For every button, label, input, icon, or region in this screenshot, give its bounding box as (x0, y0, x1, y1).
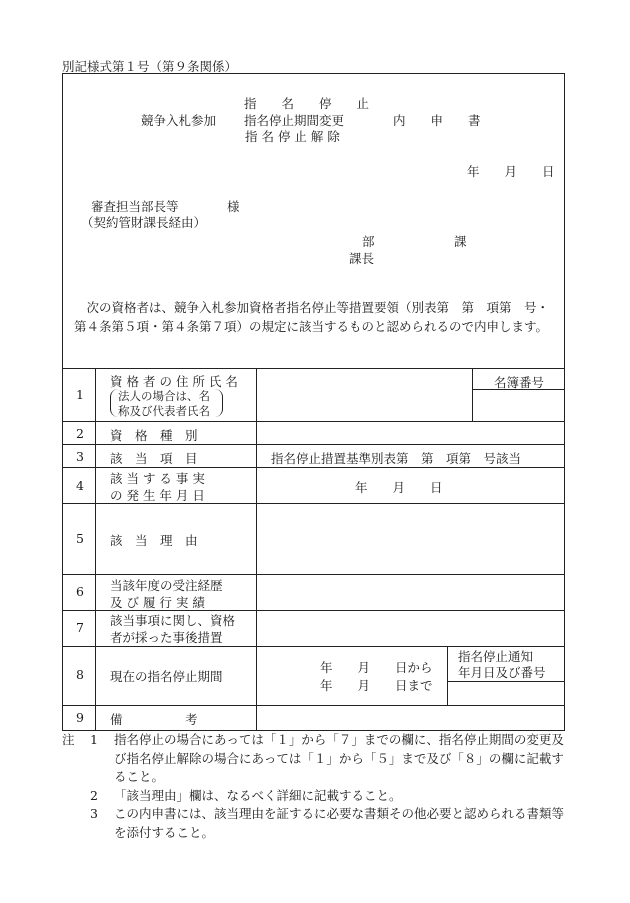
note-text: 「該当理由」欄は、なるべく詳細に記載すること。 (114, 787, 402, 803)
row-number: 9 (76, 710, 84, 725)
row-sublabel: 法人の場合は、名 (118, 389, 210, 403)
row-divider (62, 467, 565, 468)
label-column-border (256, 368, 257, 731)
row-label-order-history: 当該年度の受注経歴 (110, 578, 223, 593)
row-number: 4 (76, 478, 84, 493)
header-option-release: 指 名 停 止 解 除 (245, 129, 340, 144)
addressee-via: （契約管財課長経由） (81, 215, 207, 230)
note-item (62, 787, 572, 806)
row-number: 6 (76, 584, 84, 599)
header-prefix: 競争入札参加 (141, 113, 217, 128)
header-option-change: 指名停止期間変更 (244, 113, 345, 128)
row-label-measures: 該当事項に関し、資格 (110, 613, 236, 628)
num-column-border (95, 368, 96, 731)
occurrence-date-value: 年 月 日 (355, 480, 443, 495)
applicable-item-value: 指名停止措置基準別表第 第 項第 号該当 (271, 451, 522, 466)
addressee-honorific: 様 (227, 199, 240, 214)
notes-head: 注 (62, 732, 75, 747)
sender-chief: 課長 (349, 251, 375, 266)
row-label-occurrence-date: の 発 生 年 月 日 (110, 488, 205, 503)
row-number: 5 (76, 531, 84, 546)
note-text: この内申書には、該当理由を証するに必要な書類その他必要と認められる書類等を添付すること。 (114, 806, 565, 840)
period-from: 年 月 日から (320, 660, 433, 675)
notice-label: 年月日及び番号 (458, 665, 546, 680)
sender-dept: 部 (362, 234, 375, 249)
row-divider (62, 574, 565, 575)
addressee-title: 審査担当部長等 (91, 199, 179, 214)
row-label-applicable-item: 該 当 項 目 (110, 451, 198, 466)
note-text: 指名停止の場合にあっては「１」から「７」までの欄に、指名停止期間の変更及び指名停止解除の場合にあっては「１」から「５」まで及び「８」の欄に記載すること。 (114, 732, 564, 784)
note-item (62, 731, 572, 787)
row-number: 3 (76, 449, 84, 464)
body-paragraph: 次の資格者は、競争入札参加資格者指名停止等措置要領（別表第 第 項第 号・第４条第５項・第４条第７項）の規定に該当するものと認められるので内申します。 (74, 300, 550, 334)
sender-section: 課 (454, 234, 467, 249)
note-number: 3 (90, 806, 98, 821)
header-suffix: 内 申 書 (393, 113, 481, 128)
row-label-reason: 該 当 理 由 (110, 533, 198, 548)
form-label: 別記様式第１号（第９条関係） (62, 59, 238, 74)
row-divider (62, 444, 565, 445)
row-number: 1 (76, 387, 84, 402)
note-number: 2 (90, 787, 98, 803)
row-sublabel: 称及び代表者氏名 (118, 404, 210, 418)
row-divider (62, 421, 565, 422)
note-number: 1 (90, 732, 98, 747)
row-label-measures: 者が採った事後措置 (110, 630, 223, 645)
row-label-current-period: 現在の指名停止期間 (110, 669, 223, 684)
row-label-name-address: 資 格 者 の 住 所 氏 名 (110, 374, 238, 389)
row-number: 2 (76, 426, 84, 441)
notes-section (62, 731, 572, 842)
notice-column-border (447, 646, 448, 705)
roster-column-border (472, 368, 473, 421)
row-divider (62, 705, 565, 706)
row-number: 8 (76, 667, 84, 682)
row-label-occurrence-date: 該 当 す る 事 実 (110, 471, 205, 486)
table-top-border (62, 368, 565, 369)
row-label-remarks: 備 考 (110, 712, 198, 727)
notice-label: 指名停止通知 (458, 649, 534, 664)
row-label-order-history: 及 び 履 行 実 績 (110, 595, 205, 610)
notice-divider (447, 681, 565, 682)
row-label-qualification-type: 資 格 種 別 (110, 428, 198, 443)
note-item (62, 805, 572, 842)
header-option-suspension: 指 名 停 止 (244, 96, 370, 111)
row-number: 7 (76, 620, 84, 635)
date-line: 年 月 日 (467, 164, 555, 179)
period-to: 年 月 日まで (320, 678, 433, 693)
roster-number-label: 名簿番号 (494, 375, 545, 390)
